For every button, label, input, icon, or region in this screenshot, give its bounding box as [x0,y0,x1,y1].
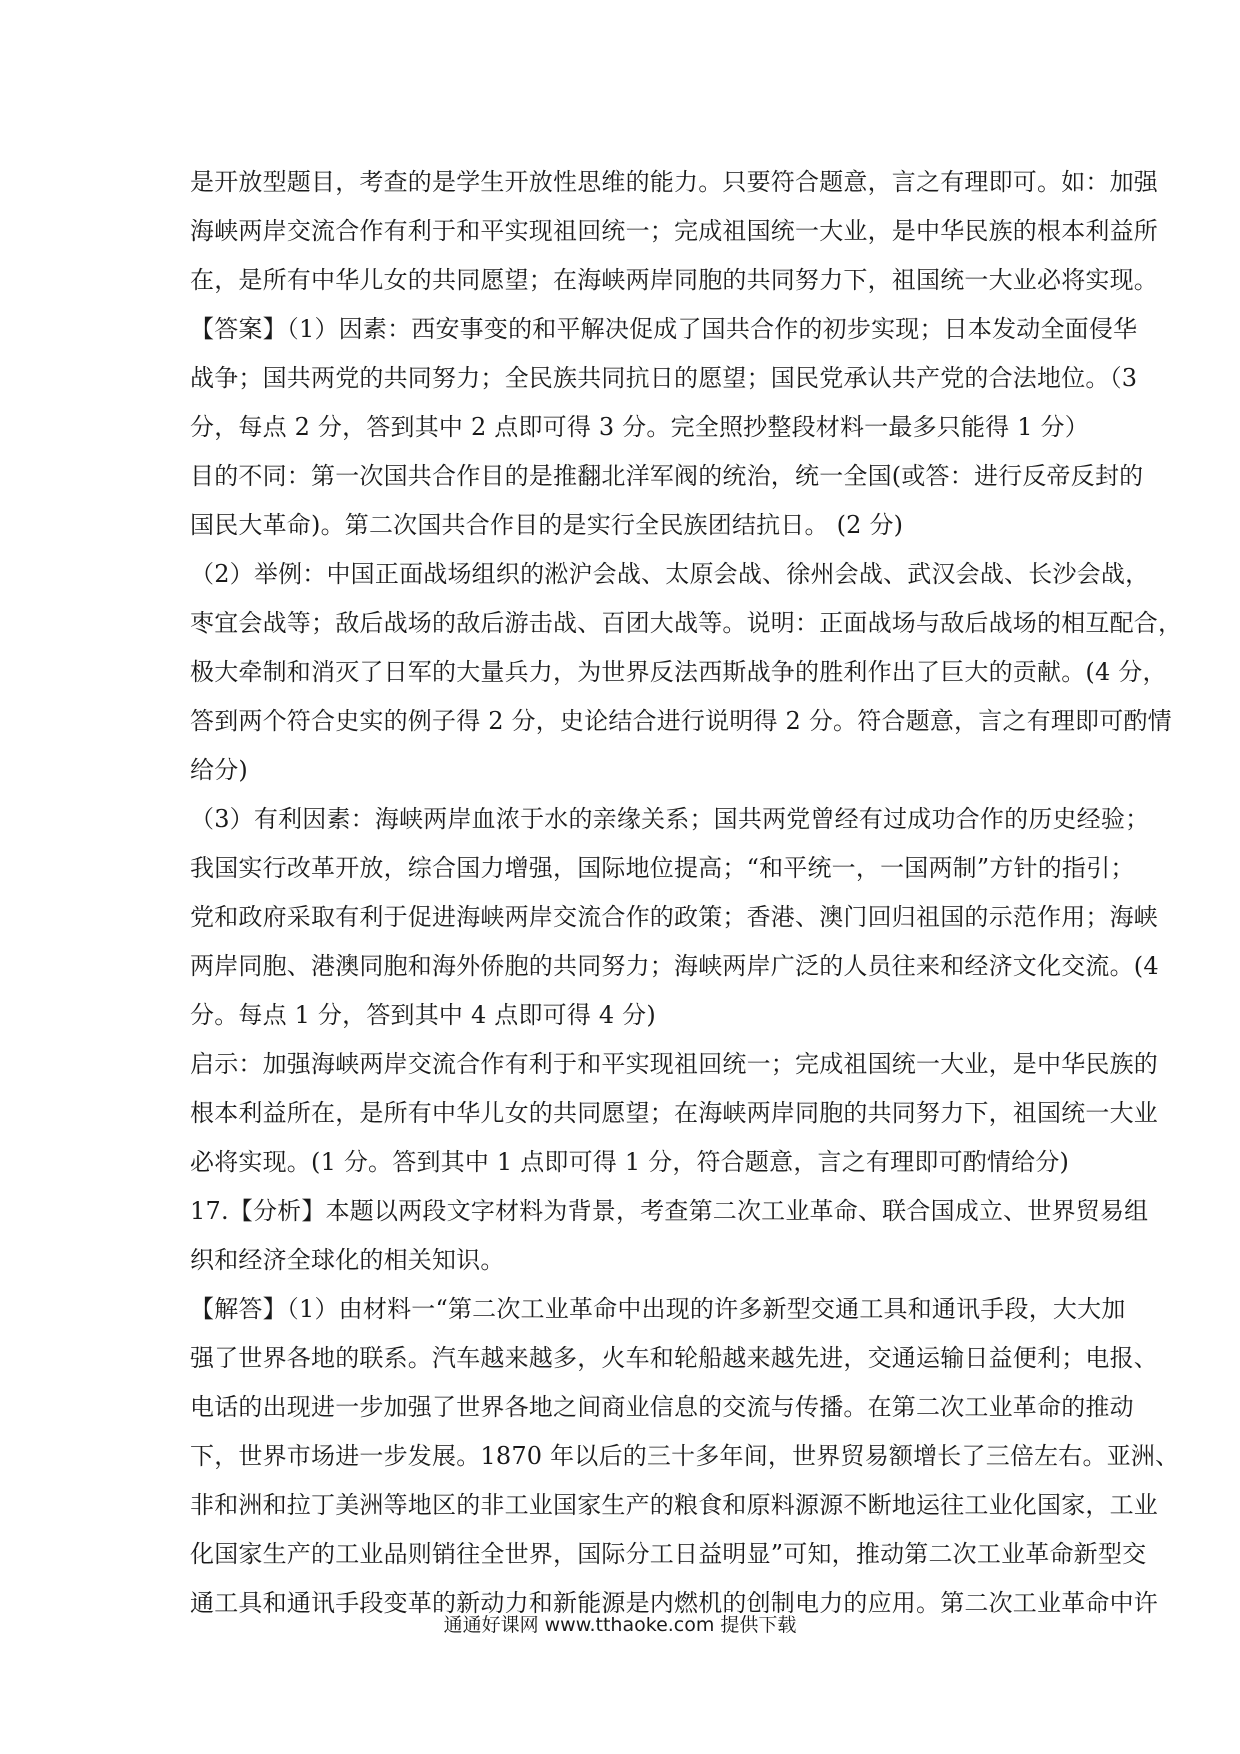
text-line: 【答案】（1）因素：西安事变的和平解决促成了国共合作的初步实现；日本发动全面侵华 [190,315,1138,343]
text-line: 强了世界各地的联系。汽车越来越多，火车和轮船越来越先进，交通运输日益便利；电报、 [190,1344,1158,1372]
text-line: 战争；国共两党的共同努力；全民族共同抗日的愿望；国民党承认共产党的合法地位。（3 [190,364,1138,392]
text-line: 启示：加强海峡两岸交流合作有利于和平实现祖回统一；完成祖国统一大业，是中华民族的 [190,1050,1158,1078]
text-line: 织和经济全球化的相关知识。 [190,1246,505,1274]
text-line: 【解答】（1）由材料一“第二次工业革命中出现的许多新型交通工具和通讯手段，大大加 [190,1295,1126,1323]
text-line: 极大牵制和消灭了日军的大量兵力，为世界反法西斯战争的胜利作出了巨大的贡献。(4 分， [190,658,1167,686]
text-line: 是开放型题目，考查的是学生开放性思维的能力。只要符合题意，言之有理即可。如：加强 [190,168,1158,196]
text-line: 目的不同：第一次国共合作目的是推翻北洋军阀的统治，统一全国(或答：进行反帝反封的 [190,462,1144,490]
text-line: 两岸同胞、港澳同胞和海外侨胞的共同努力；海峡两岸广泛的人员往来和经济文化交流。(4 [190,952,1159,980]
text-line: 我国实行改革开放，综合国力增强，国际地位提高；“和平统一，一国两制”方针的指引； [190,854,1135,882]
text-line: 17.【分析】本题以两段文字材料为背景，考查第二次工业革命、联合国成立、世界贸易组 [190,1197,1149,1225]
text-line: 分。每点 1 分，答到其中 4 点即可得 4 分) [190,1001,656,1029]
text-line: 根本利益所在，是所有中华儿女的共同愿望；在海峡两岸同胞的共同努力下，祖国统一大业 [190,1099,1158,1127]
text-line: 通工具和通讯手段变革的新动力和新能源是内燃机的创制电力的应用。第二次工业革命中许 [190,1589,1158,1617]
text-line: 答到两个符合史实的例子得 2 分，史论结合进行说明得 2 分。符合题意，言之有理即可酌情 [190,707,1172,735]
text-line: 在，是所有中华儿女的共同愿望；在海峡两岸同胞的共同努力下，祖国统一大业必将实现。 [190,266,1158,294]
text-line: 分，每点 2 分，答到其中 2 点即可得 3 分。完全照抄整段材料一最多只能得 1 分） [190,413,1089,441]
document-body [190,158,1183,1628]
text-line: 电话的出现进一步加强了世界各地之间商业信息的交流与传播。在第二次工业革命的推动 [190,1393,1134,1421]
text-line: 必将实现。(1 分。答到其中 1 点即可得 1 分，符合题意，言之有理即可酌情给分) [190,1148,1070,1176]
text-line: （3）有利因素：海峡两岸血浓于水的亲缘关系；国共两党曾经有过成功合作的历史经验； [190,805,1150,833]
text-line: 给分) [190,756,248,784]
text-line: 国民大革命)。第二次国共合作目的是实行全民族团结抗日。 (2 分) [190,511,904,539]
text-line: 枣宜会战等；敌后战场的敌后游击战、百团大战等。说明：正面战场与敌后战场的相互配合， [190,609,1183,637]
page-footer: 通通好课网 www.tthaoke.com 提供下载 [443,1614,797,1636]
text-line: 党和政府采取有利于促进海峡两岸交流合作的政策；香港、澳门回归祖国的示范作用；海峡 [190,903,1158,931]
text-line: 下，世界市场进一步发展。1870 年以后的三十多年间，世界贸易额增长了三倍左右。亚洲、 [190,1442,1180,1470]
text-line: 化国家生产的工业品则销往全世界，国际分工日益明显”可知，推动第二次工业革命新型交 [190,1540,1147,1568]
text-line: 非和洲和拉丁美洲等地区的非工业国家生产的粮食和原料源源不断地运往工业化国家，工业 [190,1491,1158,1519]
text-line: 海峡两岸交流合作有利于和平实现祖回统一；完成祖国统一大业，是中华民族的根本利益所 [190,217,1158,245]
text-line: （2）举例：中国正面战场组织的淞沪会战、太原会战、徐州会战、武汉会战、长沙会战， [190,560,1150,588]
